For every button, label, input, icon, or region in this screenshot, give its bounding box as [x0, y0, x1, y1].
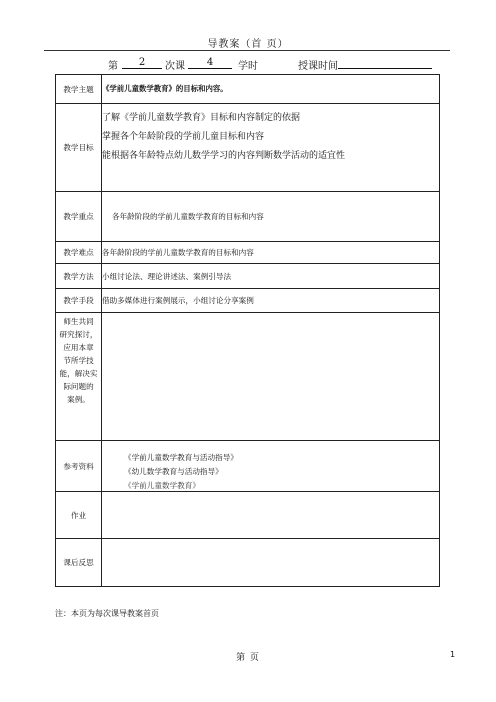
value-theme: 《学前儿童数学教育》的目标和内容。 — [102, 75, 440, 104]
discussion-label-line: 研究探讨， — [59, 330, 98, 339]
value-references — [102, 441, 440, 492]
reference-item: 《学前儿童数学教育与活动指导》 — [124, 453, 238, 462]
lesson-prefix: 第 — [108, 61, 118, 72]
lesson-info-line — [0, 57, 496, 71]
row-difficulty — [56, 242, 440, 264]
footer-page-number: 1 — [450, 650, 456, 659]
label-focus: 教学重点 — [56, 192, 102, 242]
discussion-label-line: 能，解决实 — [59, 369, 98, 378]
goal-item: 了解《学前儿童数学教育》目标和内容制定的依据 — [102, 113, 301, 123]
row-methods — [56, 264, 440, 289]
row-theme — [56, 75, 440, 104]
reference-item: 《幼儿数学教育与活动指导》 — [124, 467, 223, 476]
discussion-label-line: 案例。 — [67, 395, 90, 404]
footer-page-label: 第 页 — [236, 653, 260, 663]
value-reflection — [102, 539, 440, 587]
value-homework — [102, 492, 440, 539]
value-difficulty: 各年龄阶段的学前儿童数学教育的目标和内容 — [102, 242, 440, 264]
row-goals — [56, 104, 440, 192]
label-references: 参考资料 — [56, 441, 102, 492]
lesson-date-value — [338, 57, 432, 69]
row-homework — [56, 492, 440, 539]
row-discussion — [56, 313, 440, 441]
label-difficulty: 教学难点 — [56, 242, 102, 264]
lesson-plan-table — [55, 74, 440, 587]
lesson-date-label: 授课时间 — [298, 61, 338, 72]
header-divider — [44, 50, 450, 51]
value-focus: 各年龄阶段的学前儿童数学教育的目标和内容 — [102, 192, 440, 242]
discussion-label-line: 师生共同 — [63, 317, 94, 326]
label-goals: 教学目标 — [56, 104, 102, 192]
value-discussion — [102, 313, 440, 441]
row-means — [56, 289, 440, 313]
label-theme: 教学主题 — [56, 75, 102, 104]
page-header-title: 导教案（首 页） — [207, 39, 289, 50]
value-means: 借助多媒体进行案例展示，小组讨论分享案例 — [102, 289, 440, 313]
row-reflection — [56, 539, 440, 587]
reference-item: 《学前儿童数学教育》 — [124, 481, 200, 490]
value-methods: 小组讨论法、理论讲述法、案例引导法 — [102, 264, 440, 289]
value-goals — [102, 104, 440, 192]
lesson-hours-label: 学时 — [238, 61, 258, 72]
label-reflection: 课后反思 — [56, 539, 102, 587]
lesson-hours: 4 — [188, 57, 232, 69]
discussion-label-line: 节所学技 — [63, 356, 94, 365]
discussion-label-line: 应用本章 — [63, 343, 94, 352]
row-focus — [56, 192, 440, 242]
label-homework: 作业 — [56, 492, 102, 539]
label-methods: 教学方法 — [56, 264, 102, 289]
discussion-label-line: 际问题的 — [63, 382, 94, 391]
lesson-number: 2 — [122, 57, 162, 69]
row-references — [56, 441, 440, 492]
label-means: 教学手段 — [56, 289, 102, 313]
label-discussion — [56, 313, 102, 441]
goal-item: 能根据各年龄特点幼儿数学学习的内容判断数学活动的适宜性 — [102, 151, 346, 161]
lesson-times-label: 次课 — [165, 61, 185, 72]
page-note: 注：本页为每次课导教案首页 — [55, 609, 159, 618]
goal-item: 掌握各个年龄阶段的学前儿童目标和内容 — [102, 132, 265, 142]
